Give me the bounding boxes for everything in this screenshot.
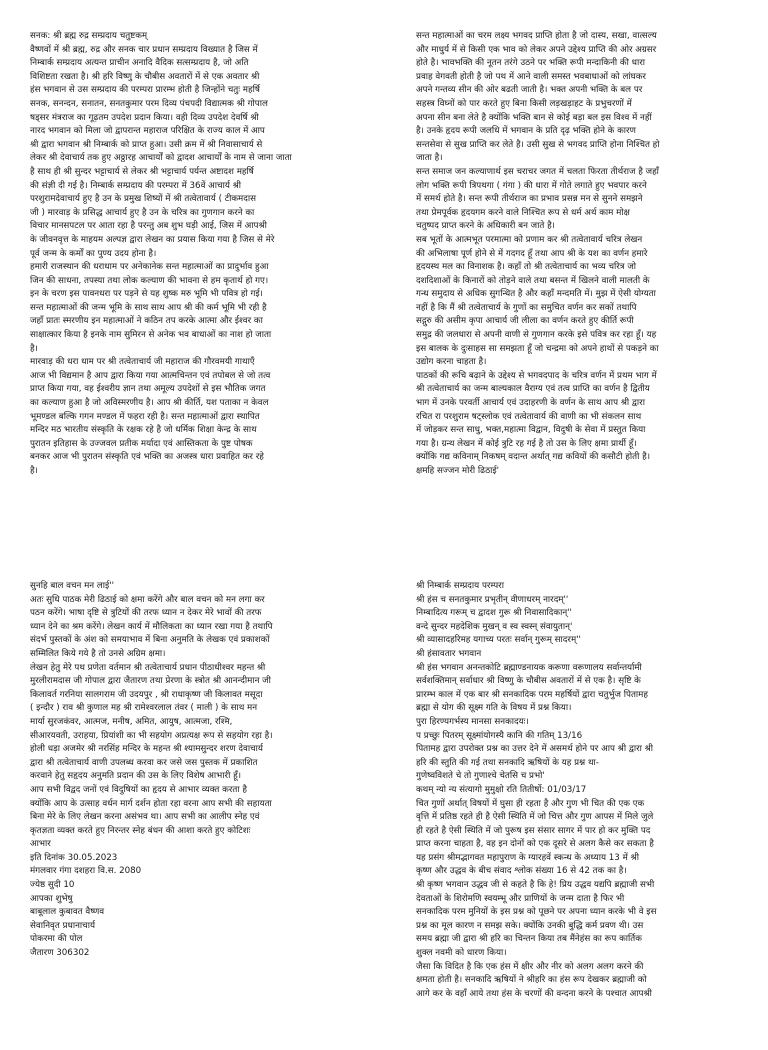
text-line: नारद भगवान को मिला जो द्वापरान्त महाराज परिक्षित के राज्य काल में आप xyxy=(30,126,265,137)
text-line: आभार xyxy=(30,839,51,850)
text-line: पाठकों की रूचि बढ़ाने के उद्देश्य से भगवदपाद के चरित्र वर्णन में प्रथम भाग में xyxy=(416,370,657,381)
text-line: बनकर आज भी पुरातन संस्कृति एवं भक्ति का अजस्त्र धारा प्रवाहित कर रहे xyxy=(30,452,264,463)
text-line: समुद्र की जलधारा से अपनी वाणी से गुणगान करके इसे पवित्र कर रहा हूँ। यह xyxy=(416,330,657,341)
text-line: जैसा कि विदित है कि एक हंस में क्षीर और नीर को अलग अलग करने की xyxy=(416,961,644,972)
text-line: प्राप्त करना चाहता है, वह इन दोनों को एक दूसरे से अलग कैसे कर सकता है xyxy=(416,839,654,850)
text-line: सुनहि बाल वचन मन लाई'' xyxy=(30,581,115,591)
text-line: इस बालक के दुःसाहस सा समझता हूँ जो चन्द्रमा को अपने हाथों से पकड़ने का xyxy=(416,343,659,354)
text-line: यह प्रसंग श्रीमद्भागवत महापुराण के ग्यारहवें स्कन्ध के अध्याय 13 में श्री xyxy=(416,852,639,863)
text-line: षड्सर मंत्रराज का गूढ़तम उपदेश प्रदान किया। वही दिव्य उपदेश देवर्षि श्री xyxy=(30,112,259,123)
text-line: का कल्याण हुआ है जो अविस्मरणीय है। आप श्री कीर्ति, यश पताका न केवल xyxy=(30,398,269,409)
text-line: चित गुणों अर्थात् विषयों में घुसा ही रहता है और गुण भी चित की एक एक xyxy=(416,798,645,809)
text-line: कथम् न्यो न्य संत्यागो मुमुक्षो रति तितीर्षो: 01/03/17 xyxy=(416,784,587,795)
text-line: ध्यान देने का श्रम करेंगे। लेखन कार्य में मौलिकता का ध्यान रखा गया है तथापि xyxy=(30,621,273,632)
text-line: गुणेष्वविशते चे तो गुणाश्चे चेतसि च प्रभो' xyxy=(416,771,545,782)
text-line: अपना सीन बना लेते है क्योंकि भक्ति बान से कोई बड़ा बल इस विश्व में नहीं xyxy=(416,112,652,123)
text-line: समय ब्रह्मा जी द्वारा श्री हरि का चिन्तन किया तब मैंनेहंस का रूप कार्तिक xyxy=(416,934,642,945)
text-line: पठन करेंगे। भाषा दृष्टि से त्रुटियों की तरफ ध्यान न देकर मेरे भावों की तरफ xyxy=(30,608,262,619)
text-line: साक्षात्कार किया है इनके नाम सुमिरन से अनेक भव बाधाओं का नाश हो जाता xyxy=(30,330,272,341)
text-line: लोग भक्ति रूपी त्रिपथगा ( गंगा ) की धारा में गोते लगाते हुए भवपार करने xyxy=(416,180,647,191)
text-line: और माधुर्य में से किसी एक भाव को लेकर अपने उद्देश्य प्राप्ति की ओर अग्रसर xyxy=(416,44,657,55)
text-line: अतः सुधि पाठक मेरी ढिठाई को क्षमा करेंगे और बाल वचन को मन लगा कर xyxy=(30,594,265,605)
text-line: आप सभी विद्वद जनों एवं विदुषियों का हृदय से आभार व्यक्त करता है xyxy=(30,784,247,795)
text-line: वैष्णवों में श्री ब्रह्म, रुद्र और सनक चार प्रधान सम्प्रदाय विख्यात है जिस में xyxy=(30,44,258,55)
text-line: सीआरयवती, उराहया, प्रियांशी का भी सहयोग अप्रत्यक्ष रूप से सहयोग रहा है। xyxy=(30,730,273,741)
text-line: सर्वशक्तिमान् सर्वाधार श्री विष्णु के चौबीस अवतारों में से एक है। सृष्टि के xyxy=(416,676,641,687)
text-line: परशुरामदेवाचार्य हुए है उन के प्रमुख शिष्यों में श्री तत्वेतावार्य ( टीकमदास xyxy=(30,194,256,205)
text-line: क्षमहि सज्जन मोरी ढिठाई' xyxy=(416,466,500,476)
column-bottom-left xyxy=(30,580,356,1050)
text-line: दशदिशाओं के किनारों को तोड़ने वाले तथा बसन्त में खिलने वाली मालती के xyxy=(416,275,650,286)
text-line: सहस्त्र विघ्नों को पार करते हुए बिना किसी लड़खड़ाहट के प्रभुचरणों में xyxy=(416,98,632,109)
text-line: मार्या सुरजकंवर, आत्मज, मनीष, अमित, आयुष, आत्मजा, रश्मि, xyxy=(30,716,233,727)
text-line: श्री कृष्ण भगवान उद्धव जी से कहते है कि हे! प्रिय उद्धव यद्यपि ब्रह्माजी सभी xyxy=(416,880,655,891)
text-line: प प्रच्छुः पितरम् सूक्ष्मांयोगस्यै कानि की गतिम् 13/16 xyxy=(416,730,583,741)
text-line: रचित रा परशुराम षट्स्लोक एवं तत्वेतावार्य की वाणी का भी संकलन साथ xyxy=(416,411,642,422)
text-line: होली धड़ा अजमेर श्री नरसिंह मन्दिर के महन्त श्री श्यामसुन्दर शरण देवाचार्य xyxy=(30,744,263,755)
text-line: गया है। ग्रन्थ लेखन में कोई त्रुटि रह गई है तो उस के लिए क्षमा प्रार्थी हूँ। xyxy=(416,438,637,449)
column-top-left xyxy=(30,30,356,550)
text-line: बाबूलाल कुबावत वैष्णव xyxy=(30,907,105,918)
text-line: नहीं है कि मैं श्री तत्वेताचार्य के गुणों का समुचित वर्णन कर सकों तथापि xyxy=(416,302,637,313)
text-line: जी ) मारवाड़ के प्रसिद्ध आचार्य हुए है उन के चरित्र का गुणगान करने का xyxy=(30,207,255,218)
text-line: प्रश्न का मूल कारण न समझ सके। क्योंकि उनकी बुद्धि कर्म प्रवण थी। उस xyxy=(416,920,644,931)
text-line: में जोड़कर सन्त साधु, भक्त,महात्मा विद्वान, विदुषी के सेवा में प्रस्तुत किया xyxy=(416,425,646,436)
text-line: सनकादिक परम मुनियों के इस प्रश्न को पूछने पर अपना ध्यान करके भी वे इस xyxy=(416,907,657,918)
text-line: पुरा हिरण्यगर्भस्य मानसा सनकादयः। xyxy=(416,716,529,727)
text-line: श्री व्यासादहरिमह यगाच्य परतः सर्वान् गुरूम् सादरम्'' xyxy=(416,635,581,646)
text-line: इन के चरण इस पावनधरा पर पड़ने से यह शुष्क मरु भूमि भी पवित्र हो गई। xyxy=(30,289,263,300)
text-line: किलावर्त गरनिया सालगराम जी उदयपुर , श्री राधाकृष्ण जी किलावत मसूदा xyxy=(30,689,263,700)
text-line: ( इन्दौर ) राव श्री कुणाल मह श्री रामेश्वरलाल तंवर ( माली ) के साथ मन xyxy=(30,703,258,714)
text-line: बिना मेरे के लिए लेखन करना असंभव था। आप सभी का आलीप स्नेह एवं xyxy=(30,812,260,823)
text-line: आपका शुभेषु xyxy=(30,893,73,904)
text-line: पोकरमा की पोल xyxy=(30,934,83,945)
text-line: सब भूतों के आत्मभूत परमात्मा को प्रणाम कर श्री तत्वेतावार्य चरित्र लेखन xyxy=(416,234,643,245)
text-line: सनक, सनन्दन, सनातन, सनतकुमार परम दिव्य पंचपदी विद्यात्मक श्री गोपाल xyxy=(30,98,268,109)
text-line: है। xyxy=(30,343,38,354)
text-line: वन्दे सुन्दर महदेशिक मुखन् व स्व स्वस्न् संवायुतान्' xyxy=(416,621,573,632)
text-line: होते है। भावभक्ति की नूतन तरंगे उठने पर भक्ति रूपी मन्दाकिनी की धारा xyxy=(416,58,645,69)
text-line: सनक: श्री ब्रह्म रुद्र सम्प्रदाय चतुष्टकम् xyxy=(30,31,148,41)
text-line: में समर्थ होते है। सन्त रूपी तीर्थराज का प्रभाव प्रसन्न मन से सुनने समझने xyxy=(416,194,643,205)
text-line: हमारी राजस्थान की धराधाम पर अनेकानेक सन्त महात्माओं का प्रादुर्भाव हुआ xyxy=(30,262,269,273)
text-line: कृष्ण और उद्धव के बीच संवाद श्लोक संख्या 16 से 42 तक का है। xyxy=(416,866,627,877)
text-line: सन्त महात्माओं का चरम लक्ष्य भगवद प्राप्ति होता है जो दास्य, सखा, वात्सल्य xyxy=(416,31,657,41)
text-line: विचार मानसपटल पर आता रहा है परन्तु अब शुभ घड़ी आई, जिस में आपश्री xyxy=(30,221,267,232)
text-line: श्री निम्बार्क सम्प्रदाय परम्परा xyxy=(416,581,504,591)
text-line: भाग में उनके परवर्ती आचार्य एवं उदाहरणी के वर्णन के साथ आप श्री द्वारा xyxy=(416,398,645,409)
text-line: लेखन हेतु मेरे पथ प्रणेता वर्तमान श्री तत्वेताचार्य प्रधान पीठाधीश्वर महन्त श्री xyxy=(30,662,266,673)
text-line: के जीवनवृत्त के माहयम अल्पज्ञ द्वारा लेखन का प्रयास किया गया है जिस से मेरे xyxy=(30,234,275,245)
text-line: श्री तत्वेताचार्य का जन्म बाल्यकाल वैराग्य एवं तत्व प्राप्ति का वर्णन है द्वितीय xyxy=(416,384,650,395)
text-line: निम्बार्क सम्प्रदाय अत्यन्त प्राचीन अनादि वैदिक सत्सम्प्रदाय है, जो अति xyxy=(30,58,249,69)
text-line: वृत्ति में प्रतिष्ठ रहते ही है ऐसी स्थिति में जो चित्त और गुण आपस में मिले जुले xyxy=(416,812,654,823)
text-line: जैतारण 306302 xyxy=(30,948,90,959)
text-line: देवताओं के शिरोमणि स्वयम्भू और प्राणियों के जन्म दाता है फिर भी xyxy=(416,893,625,904)
text-line: विशिष्टता रखता है। श्री हरि विष्णु के चौबीस अवतारों में से एक अवतार श्री xyxy=(30,71,260,82)
text-line: है। उनके हृदय रूपी जलधि में भगवान के प्रति दृढ़ भक्ति होने के कारण xyxy=(416,126,636,137)
text-line: तथा प्रेमपूर्वक हृदयगम करने वाले निश्चित रूप से धर्म अर्थ काम मोक्ष xyxy=(416,207,630,218)
text-line: है। xyxy=(30,466,38,476)
text-line: गन्ध समुदाय से अधिक सुगन्धित है और कहाँ मन्दमति में। मुझ में ऐसी योग्यता xyxy=(416,289,656,300)
text-line: सम्मिलित किये गये है तो उनसे अग्रिम क्षमा। xyxy=(30,648,166,659)
text-line: ही रहते है ऐसी स्थिति में जो पुरूष इस संसार सागर में पार हो कर मुक्ति पद xyxy=(416,825,651,836)
text-line: सेवानिवृत प्रधानाचार्य xyxy=(30,920,95,931)
text-line: अपने गन्तव्य सीन की ओर बढती जाती है। भक्त अपनी भक्ति के बल पर xyxy=(416,85,643,96)
text-line: लेकर श्री देवाचार्य तक हुए अठ्ठारह आचार्यों को द्वादश आचार्यों के नाम से जाना जाता xyxy=(30,153,292,164)
text-line: भूमण्डल बल्कि गगन मण्डल में फहरा रही है। सन्त महात्माओं द्वारा स्थापित xyxy=(30,411,260,422)
text-line: जहाँ प्रातः स्मरणीय इन महात्माओं ने कठिन तप करके आत्मा और ईश्वर का xyxy=(30,316,263,327)
text-line: इति दिनांक 30.05.2023 xyxy=(30,852,118,863)
text-line: निम्बादित्य गरूम् च द्वादश गुरू श्री निवासादिकान्'' xyxy=(416,608,572,619)
text-line: सन्त समाज जन कल्याणार्थ इस चराचर जगत में चलता फिरता तीर्थराज है जहाँ xyxy=(416,166,659,177)
text-line: प्रारम्भ काल में एक बार श्री सनकादिक परम महर्षियों द्वारा चतुर्भुज पितामह xyxy=(416,689,648,700)
text-line: क्षमता होती है। सनकादि ऋषियों ने श्रीहरि का हंस रूप देखकर ब्रह्माजी को xyxy=(416,975,647,986)
text-line: ब्रह्मा से योग की सूक्ष्म गति के विषय में प्रश्न किया। xyxy=(416,703,572,714)
text-line: जाता है। xyxy=(416,153,443,164)
text-line: उद्योग करना चाहता है। xyxy=(416,357,487,368)
text-line: मारवाड़ की धरा धाम पर श्री तत्वेताचार्य जी महाराज की गौरवमयी गाथाएँ xyxy=(30,357,255,368)
text-line: सद्गुरु की असीम कृपा आचार्य जी लीला का वर्णन करते हुए कीर्ति रूपी xyxy=(416,316,634,327)
text-line: आगे कर के वहाँ आये तथा हंस के चरणों की वन्दना करने के पश्चात आपश्री xyxy=(416,988,652,999)
text-line: मंगलवार गंगा दशहरा वि.स. 2080 xyxy=(30,866,142,877)
text-line: क्योंकि गद्य कविनाम् निकषम् वदान्त अर्थात् गद्य कवियों की कसौटी होती है। xyxy=(416,452,651,463)
text-line: संदर्भ पुस्तकों के अंश को समयाभाव में बिना अनुमति के लेखक एवं प्रकाशकों xyxy=(30,635,270,646)
text-line: श्री हंस भगवान अनन्तकोटि ब्रह्माण्डनायक करूणा वरूणालय सर्वान्तर्यामी xyxy=(416,662,642,673)
text-line: सन्तसेवा से सुख प्राप्ति कर लेते है। उसी सुख से भगवद प्राप्ति होना निश्चित हो xyxy=(416,139,660,150)
text-line: हरि की स्तुति की गई तथा सनकादि ऋषियों के यह प्रश्न था- xyxy=(416,757,599,768)
text-line: क्योंकि आप के उत्साह वर्धन मार्ग दर्शन होता रहा वरना आप सभी की सहायता xyxy=(30,798,272,809)
text-line: चतुष्पद प्राप्त करने के अधिकारी बन जाते है। xyxy=(416,221,555,232)
text-line: आज भी विद्यमान है आप द्वारा किया गया आत्मचिन्तन एवं तपोबल से जो तत्व xyxy=(30,370,271,381)
text-line: पूर्व जन्म के कर्मों का पुण्य उदय होना है। xyxy=(30,248,157,259)
text-line: श्री द्वारा भगवान श्री निम्बार्क को प्राप्त हुआ। उसी क्रम में श्री निवासाचार्य से xyxy=(30,139,263,150)
text-line: जिन की साधना, तपस्या तथा लोक कल्याण की भावना से हम कृतार्थ हो गए। xyxy=(30,275,269,286)
text-line: करवाने हेतु सहृदय अनुमति प्रदान की उस के लिए विशेष आभारी हूँ। xyxy=(30,771,241,782)
document-page xyxy=(30,30,742,1024)
text-line: की अभिलाषा पूर्ण होने से में गदगद हूँ तथा आप श्री के यश का वर्णन हमारे xyxy=(416,248,648,259)
text-line: मुरलीरामदास जी गोपाल द्वारा जैतारण तथा प्रेरणा के स्त्रोत श्री आनन्दीमान जी xyxy=(30,676,271,687)
text-line: प्रवाह वेगवती होती है जो पथ में आने वाली समस्त भवबाधाओं को लांघकर xyxy=(416,71,646,82)
text-line: ज्येष्ठ सुदी 10 xyxy=(30,880,75,891)
text-line: पुरातन इतिहास के उज्जवल प्रतीक मर्यादा एवं आस्तिकता के पुष्ट पोषक xyxy=(30,438,253,449)
column-top-right xyxy=(416,30,742,550)
text-line: श्री हंस च सनतकुमार प्रभृतीन् वीणाधरम् नारदम्'' xyxy=(416,594,569,605)
text-line: कृतज्ञता व्यक्त करते हुए निरन्तर स्नेह बंधन की आशा करते हुए कोटिशः xyxy=(30,825,251,836)
text-line: हृदयस्थ मल का विनाशक है। कहाँ तो श्री तत्वेताचार्य का भव्य चरित्र जो xyxy=(416,262,637,273)
text-line: हंस भगवान से उस सम्प्रदाय की परम्परा प्रारम्भ होती है जिन्होंने चतुः महर्षि xyxy=(30,85,260,96)
text-line: द्वारा श्री तत्वेताचार्य वाणी उपलब्ध करवा कर जसे जस पुस्तक में प्रकाशित xyxy=(30,757,258,768)
text-line: पितामह द्वारा उपरोक्त प्रश्न का उत्तर देने में असमर्थ होने पर आप श्री द्वारा श्री xyxy=(416,744,654,755)
text-line: प्राप्त किया गया, वह ईश्वरीय ज्ञान तथा अमूल्य उपदेशों से इस भौतिक जगत xyxy=(30,384,266,395)
text-line: सन्त महात्माओं की जन्म भूमि के साथ साथ आप श्री की कर्म भूमि भी रही है xyxy=(30,302,267,313)
text-line: मन्दिर मठ भारतीय संस्कृति के रक्षक रहे है जो धर्मिक शिक्षा केन्द्र के साथ xyxy=(30,425,257,436)
text-line: है साथ ही श्री सुन्दर भट्टाचार्य से लेकर श्री भट्टाचार्य पर्यन्त अष्टादश महर्षि xyxy=(30,166,254,177)
text-line: की संज्ञी दी गई है। निम्बार्क सम्प्रदाय की परम्परा में 36वें आचार्य श्री xyxy=(30,180,242,191)
text-line: श्री हंसावतार भगवान xyxy=(416,648,482,659)
column-bottom-right xyxy=(416,580,742,1050)
text-line: शुक्ल नवमी को धारण किया। xyxy=(416,948,507,959)
